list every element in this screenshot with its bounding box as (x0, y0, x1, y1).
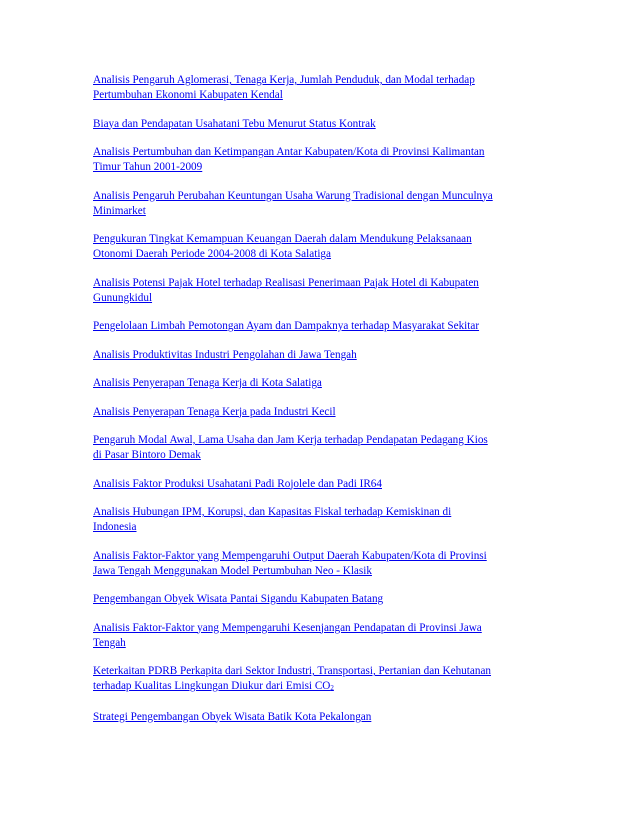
list-item (93, 145, 563, 175)
list-item (93, 710, 563, 725)
list-item (93, 549, 563, 579)
document-link[interactable]: Analisis Faktor Produksi Usahatani Padi Rojolele dan Padi IR64 (93, 477, 382, 490)
document-link[interactable]: Pengembangan Obyek Wisata Pantai Sigandu Kabupaten Batang (93, 593, 384, 605)
document-link[interactable]: Biaya dan Pendapatan Usahatani Tebu Menurut Status Kontrak (93, 117, 376, 130)
list-item (93, 621, 563, 651)
document-link[interactable]: Pengukuran Tingkat Kemampuan Keuangan Daerah dalam Mendukung Pelaksanaan Otonomi Daerah Periode 2004-2008 di Kota Salatiga (93, 233, 472, 260)
list-item (93, 405, 563, 420)
document-link[interactable]: Pengaruh Modal Awal, Lama Usaha dan Jam Kerja terhadap Pendapatan Pedagang Kios di Pasar Bintoro Demak (93, 434, 488, 461)
list-item (93, 592, 563, 607)
list-item (93, 664, 563, 696)
document-link[interactable]: Analisis Hubungan IPM, Korupsi, dan Kapasitas Fiskal terhadap Kemiskinan di Indonesia (93, 506, 452, 533)
list-item (93, 73, 563, 103)
list-item (93, 348, 563, 363)
document-link[interactable]: Analisis Faktor-Faktor yang Mempengaruhi Kesenjangan Pendapatan di Provinsi Jawa Tengah (93, 621, 482, 649)
document-link[interactable]: Analisis Potensi Pajak Hotel terhadap Realisasi Penerimaan Pajak Hotel di Kabupaten Gunungkidul (93, 276, 479, 304)
document-link[interactable]: Analisis Pengaruh Perubahan Keuntungan Usaha Warung Tradisional dengan Munculnya Minimarket (93, 189, 493, 217)
list-item (93, 276, 563, 306)
list-item (93, 376, 563, 391)
document-link[interactable]: Analisis Produktivitas Industri Pengolahan di Jawa Tengah (93, 348, 357, 361)
document-link[interactable]: Analisis Penyerapan Tenaga Kerja pada Industri Kecil (93, 405, 336, 418)
document-link[interactable]: Pengelolaan Limbah Pemotongan Ayam dan Dampaknya terhadap Masyarakat Sekitar (93, 320, 480, 332)
document-link[interactable]: Keterkaitan PDRB Perkapita dari Sektor Industri, Transportasi, Pertanian dan Kehutanan terhadap Kualitas Lingkungan Diukur dari Emisi CO2 (93, 665, 492, 692)
list-item (93, 477, 563, 492)
subscript: 2 (330, 684, 334, 692)
document-link[interactable]: Strategi Pengembangan Obyek Wisata Batik Kota Pekalongan (93, 710, 372, 723)
list-item (93, 189, 563, 219)
document-link[interactable]: Analisis Pengaruh Aglomerasi, Tenaga Kerja, Jumlah Penduduk, dan Modal terhadap Pertumbuhan Ekonomi Kabupaten Kendal (93, 74, 475, 101)
link-list (93, 73, 563, 738)
list-item (93, 319, 563, 334)
list-item (93, 232, 563, 262)
document-link[interactable]: Analisis Faktor-Faktor yang Mempengaruhi Output Daerah Kabupaten/Kota di Provinsi Jawa Tengah Menggunakan Model Pertumbuhan Neo - Klasik (93, 549, 487, 577)
list-item (93, 117, 563, 132)
document-link[interactable]: Analisis Pertumbuhan dan Ketimpangan Antar Kabupaten/Kota di Provinsi Kalimantan Timur Tahun 2001-2009 (93, 146, 485, 173)
list-item (93, 433, 563, 463)
document-link[interactable]: Analisis Penyerapan Tenaga Kerja di Kota Salatiga (93, 377, 322, 389)
list-item (93, 505, 563, 535)
